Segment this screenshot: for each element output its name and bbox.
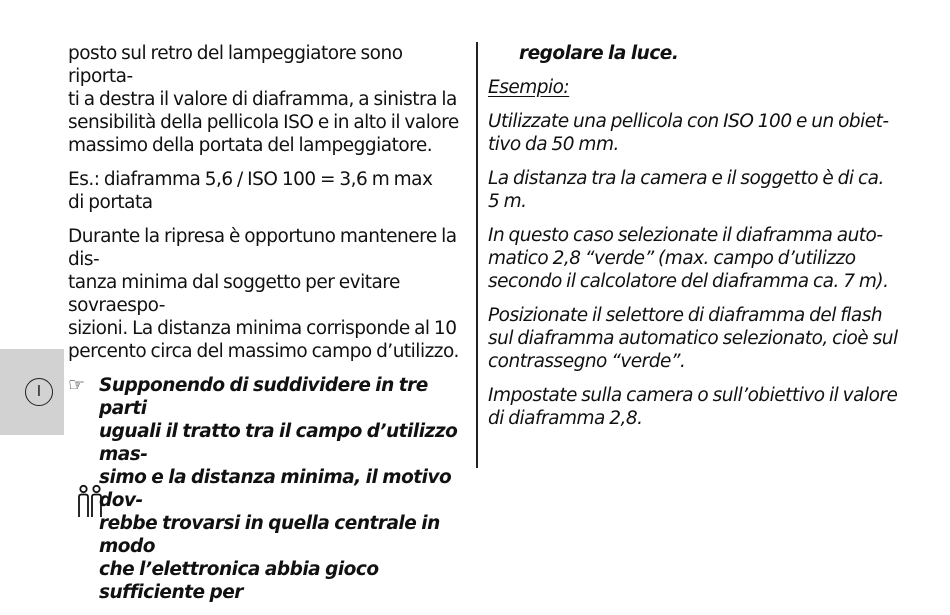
text-line: massimo della portata del lampeggiatore. <box>68 135 433 156</box>
text-line: percento circa del massimo campo d’utilizzo. <box>68 341 459 362</box>
text-line: sensibilità della pellicola ISO e in alto il valore <box>68 112 459 133</box>
right-column <box>488 42 898 441</box>
paragraph-distance <box>488 167 898 213</box>
text-line: rebbe trovarsi in quella centrale in modo <box>99 513 440 557</box>
paragraph-flash-selector <box>488 304 898 373</box>
text-line: Posizionate il selettore di diaframma del flash <box>488 305 883 326</box>
language-badge-italian: I <box>25 378 53 406</box>
text-line: sizioni. La distanza minima corrisponde al 10 <box>68 318 457 339</box>
paragraph-flash-scale <box>68 42 466 157</box>
text-line: tivo da 50 mm. <box>488 134 619 155</box>
paragraph-camera-setting <box>488 384 898 430</box>
example-heading-text: Esempio: <box>488 77 570 98</box>
note-block <box>68 374 466 604</box>
text-line: di portata <box>68 192 153 213</box>
text-line: Utilizzate una pellicola con ISO 100 e un obiet- <box>488 111 889 132</box>
text-line: Durante la ripresa è opportuno mantenere la dis- <box>68 226 457 270</box>
paragraph-film-lens <box>488 110 898 156</box>
two-people-icon <box>76 484 104 522</box>
example-heading <box>488 76 898 99</box>
text-line: tanza minima dal soggetto per evitare sovraespo- <box>68 272 400 316</box>
text-line: contrassegno “verde”. <box>488 351 686 372</box>
paragraph-minimum-distance <box>68 225 466 363</box>
text-line: Supponendo di suddividere in tre parti <box>99 375 428 419</box>
text-line: simo e la distanza minima, il motivo dov- <box>99 467 452 511</box>
text-line: sul diaframma automatico selezionato, cioè sul <box>488 328 898 349</box>
text-line: 5 m. <box>488 191 527 212</box>
text-line: ti a destra il valore di diaframma, a sinistra la <box>68 89 457 110</box>
text-line: uguali il tratto tra il campo d’utilizzo mas- <box>99 421 458 465</box>
column-divider <box>476 42 478 468</box>
text-line: di diaframma 2,8. <box>488 408 643 429</box>
paragraph-select-aperture <box>488 224 898 293</box>
paragraph-example-aperture <box>68 168 466 214</box>
text-line: La distanza tra la camera e il soggetto è di ca. <box>488 168 884 189</box>
text-line: posto sul retro del lampeggiatore sono riporta- <box>68 43 403 87</box>
text-line: Es.: diaframma 5,6 / ISO 100 = 3,6 m max <box>68 169 433 190</box>
left-column <box>68 42 466 615</box>
text-line: matico 2,8 “verde” (max. campo d’utilizzo <box>488 248 856 269</box>
text-line: che l’elettronica abbia gioco sufficiente per <box>99 559 379 603</box>
text-line: Impostate sulla camera o sull’obiettivo il valore <box>488 385 898 406</box>
text-line: secondo il calcolatore del diaframma ca. 7 m). <box>488 271 889 292</box>
text-line: In questo caso selezionate il diaframma auto- <box>488 225 883 246</box>
note-continuation: regolare la luce. <box>519 43 679 64</box>
pointing-hand-icon: ☞ <box>68 374 85 396</box>
